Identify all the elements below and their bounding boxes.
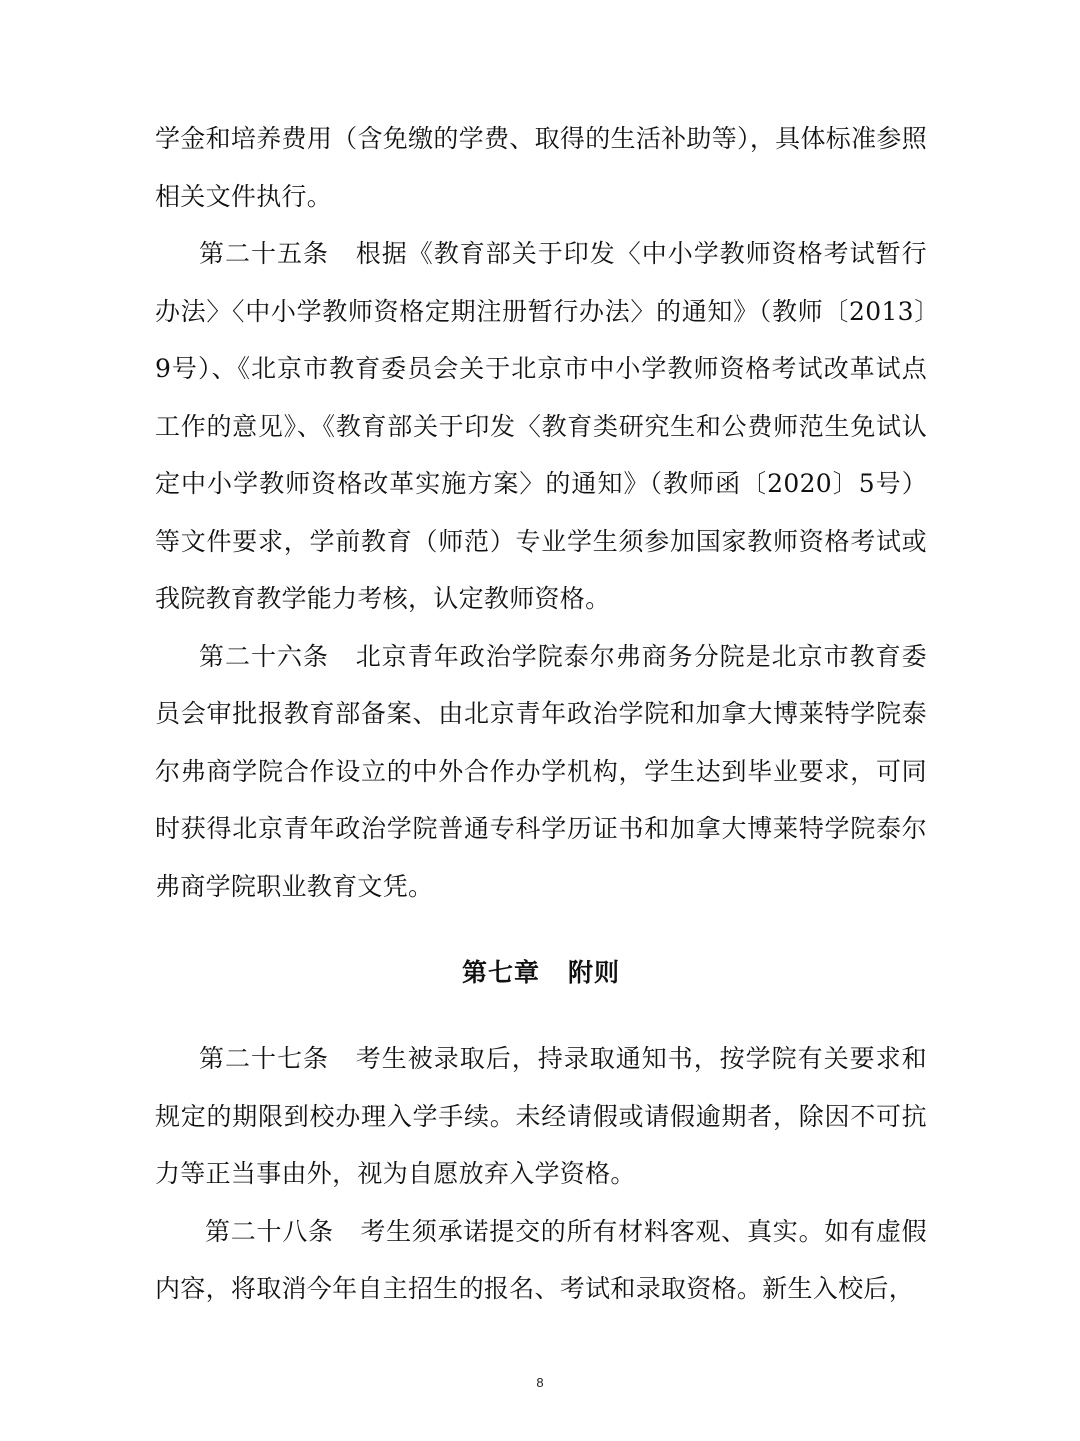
article-number: 第二十七条 — [199, 1044, 329, 1073]
article-number: 第二十五条 — [199, 239, 329, 268]
article-text: 考生被录取后，持录取通知书，按学院有关要求和规定的期限到校办理入学手续。未经请假或请假逾期者，除因不可抗力等正当事由外，视为自愿放弃入学资格。 — [155, 1044, 927, 1188]
article-27 — [155, 1030, 927, 1203]
article-number: 第二十八条 — [205, 1216, 334, 1246]
chapter-title: 附则 — [568, 957, 621, 987]
article-26 — [155, 628, 927, 916]
paragraph-continuation — [155, 110, 927, 225]
article-text: 北京青年政治学院泰尔弗商务分院是北京市教育委员会审批报教育部备案、由北京青年政治学院和加拿大博莱特学院泰尔弗商学院合作设立的中外合作办学机构，学生达到毕业要求，可同时获得北京青年政治学院普通专科学历证书和加拿大博莱特学院泰尔弗商学院职业教育文凭。 — [155, 641, 927, 901]
article-number: 第二十六条 — [199, 641, 329, 671]
article-25 — [155, 225, 927, 628]
chapter-heading — [155, 915, 927, 1030]
page-number: 8 — [536, 1375, 544, 1390]
paragraph-text: 学金和培养费用（含免缴的学费、取得的生活补助等），具体标准参照相关文件执行。 — [155, 124, 927, 211]
article-text: 考生须承诺提交的所有材料客观、真实。如有虚假内容，将取消今年自主招生的报名、考试和录取资格。新生入校后， — [155, 1216, 927, 1303]
article-28 — [155, 1203, 927, 1318]
chapter-number: 第七章 — [461, 957, 540, 987]
document-body — [155, 110, 927, 1318]
article-text: 根据《教育部关于印发〈中小学教师资格考试暂行办法〉〈中小学教师资格定期注册暂行办法〉的通知》（教师〔2013〕9号）、《北京市教育委员会关于北京市中小学教师资格考试改革试点工作的意见》、《教育部关于印发〈教育类研究生和公费师范生免试认定中小学教师资格改革实施方案〉的通知》（教师函〔2020〕5号）等文件要求，学前教育（师范）专业学生须参加国家教师资格考试或我院教育教学能力考核，认定教师资格。 — [155, 239, 927, 613]
